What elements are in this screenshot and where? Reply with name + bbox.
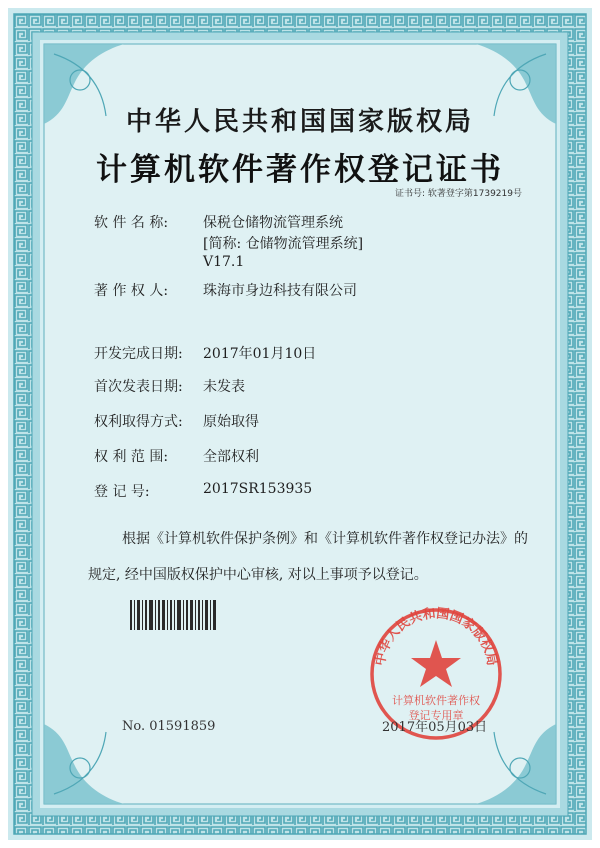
serial-number: No. 01591859 [122,719,216,734]
software-name: 保税仓储物流管理系统 [203,215,343,231]
seal-line-2: 登记专用章 [408,709,464,722]
certificate-number: 证书号: 软著登字第1739219号 [395,189,522,199]
owner-value: 珠海市身边科技有限公司 [203,283,357,299]
acquisition-label: 权利取得方式: [94,414,183,430]
first-publish-value: 未发表 [203,379,245,395]
first-publish-label: 首次发表日期: [94,379,183,395]
statement-line-2: 规定, 经中国版权保护中心审核, 对以上事项予以登记。 [88,567,428,583]
issuing-authority: 中华人民共和国国家版权局 [125,107,474,137]
scope-label: 权 利 范 围: [94,449,169,465]
seal-line-1: 计算机软件著作权 [392,694,480,707]
seal-ring-text: 中华人民共和国国家版权局 [372,606,500,668]
barcode-icon [130,600,216,630]
completion-date-label: 开发完成日期: [94,346,183,362]
software-name-label: 软 件 名 称: [94,215,169,231]
acquisition-value: 原始取得 [203,414,259,430]
issue-date: 2017年05月03日 [382,720,488,735]
scope-value: 全部权利 [203,449,259,465]
certificate-title: 计算机软件著作权登记证书 [96,152,504,188]
statement-line-1: 根据《计算机软件保护条例》和《计算机软件著作权登记办法》的 [122,531,528,547]
software-version: V17.1 [203,254,245,270]
completion-date: 2017年01月10日 [203,346,317,362]
registration-label: 登 记 号: [94,484,150,500]
owner-label: 著 作 权 人: [94,283,169,299]
software-short-name: [简称: 仓储物流管理系统] [203,236,364,252]
registration-number: 2017SR153935 [203,481,313,497]
star-icon [411,640,461,687]
